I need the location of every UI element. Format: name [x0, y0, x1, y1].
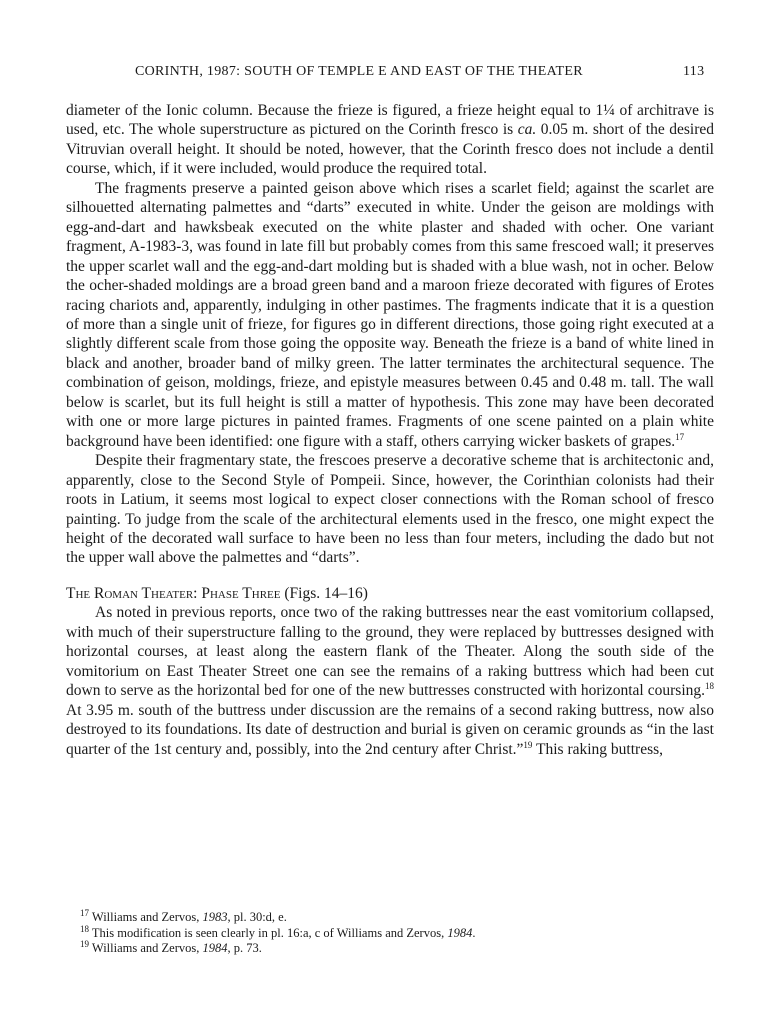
text-run-italic: 1984	[202, 941, 228, 955]
text-run: Williams and Zervos,	[89, 941, 203, 955]
footnote-number: 19	[80, 938, 89, 949]
text-run: The fragments preserve a painted geison above which rises a scarlet field; against the scarlet are silhouetted alternating palmettes and “darts” executed in white. Under the geison are moldings with egg-and-dart and hawksbeak executed on the white plaster and shaded with ocher. One variant fragment, A-1983-3, was found in late fill but probably comes from this same frescoed wall; it preserves the upper scarlet wall and the egg-and-dart molding but is shaded with a blue wash, not in ocher. Below the ocher-shaded moldings are a broad green band and a maroon frieze decorated with figures of Erotes racing chariots and, apparently, indulging in other pastimes. The fragments indicate that it is a question of more than a single unit of frieze, for figures go in different directions, those going right executed at a slightly different scale from those going the opposite way. Beneath the frieze is a band of white lined in black and another, broader band of milky green. The latter terminates the architectural sequence. The combination of geison, moldings, frieze, and epistyle measures between 0.45 and 0.48 m. tall. The wall below is scarlet, but its full height is still a matter of hypothesis. This zone may have been decorated with one or more large pictures in painted frames. Fragments of one scene painted on a plain white background have been identified: one figure with a staff, others carrying wicker baskets of grapes.	[66, 179, 714, 450]
section-heading	[66, 584, 714, 603]
paragraph-4	[66, 603, 714, 759]
text-run-italic: ca.	[517, 121, 537, 139]
footnote-number: 17	[80, 907, 89, 918]
footnotes	[66, 907, 714, 957]
text-run-italic: 1984	[447, 925, 473, 940]
section-figure-refs: (Figs. 14–16)	[280, 584, 368, 602]
text-run: , pl. 30:d, e.	[227, 910, 287, 924]
paragraph-2	[66, 179, 714, 451]
text-run: This raking buttress,	[532, 740, 664, 758]
section-title: The Roman Theater: Phase Three	[66, 584, 281, 602]
running-title: CORINTH, 1987: SOUTH OF TEMPLE E AND EAST OF THE THEATER	[135, 64, 583, 79]
text-run: 0.05 m. short of the desired Vitruvian overall height. It should be noted, however, that the Corinth fresco does not include a dentil course, which, if it were included, would produce the required total.	[66, 121, 714, 178]
text-run: At 3.95 m. south of the buttress under discussion are the remains of a second raking buttress, now also destroyed to its foundations. Its date of destruction and burial is given on ceramic grounds as “in the last quarter of the 1st century and, possibly, into the 2nd century after Christ.”	[66, 701, 714, 758]
paragraph-3	[66, 451, 714, 568]
text-run: .	[472, 925, 476, 940]
text-run: diameter of the Ionic column. Because the frieze is figured, a frieze height equal to 1¼ of architrave is used, etc. The whole superstructure as pictured on the Corinth fresco is	[66, 102, 714, 139]
main-text	[66, 101, 714, 759]
text-run-italic: 1983	[202, 910, 228, 924]
footnote-18	[66, 923, 714, 942]
footnote-ref-17[interactable]: 17	[675, 431, 685, 442]
footnote-number: 18	[80, 923, 89, 934]
text-run: Despite their fragmentary state, the frescoes preserve a decorative scheme that is architectonic and, apparently, close to the Second Style of Pompeii. Since, however, the Corinthian colonists had their roots in Latium, it seems most logical to expect closer connections with the Roman school of fresco painting. To judge from the scale of the architectural elements used in the fresco, one might expect the height of the decorated wall surface to have been no less than four meters, including the dado but not the upper wall above the palmettes and “darts”.	[66, 452, 714, 567]
footnote-ref-18[interactable]: 18	[705, 680, 714, 691]
running-header	[0, 64, 777, 84]
footnote-ref-19[interactable]: 19	[523, 739, 533, 750]
text-run: As noted in previous reports, once two of the raking buttresses near the east vomitorium collapsed, with much of their superstructure falling to the ground, they were replaced by buttresses designed with horizontal courses, at least along the eastern flank of the Theater. Along the south side of the vomitorium on East Theater Street one can see the remains of a raking buttress which had been cut down to serve as the horizontal bed for one of the new buttresses constructed with horizontal coursing.	[66, 604, 714, 700]
footnote-19	[66, 938, 714, 957]
text-run: , p. 73.	[227, 941, 262, 955]
paragraph-1	[66, 101, 714, 179]
page-number: 113	[683, 64, 705, 79]
text-run: Williams and Zervos,	[89, 910, 203, 924]
text-run: This modification is seen clearly in pl. 16:a, c of Williams and Zervos,	[89, 925, 448, 940]
footnote-17	[66, 907, 714, 926]
